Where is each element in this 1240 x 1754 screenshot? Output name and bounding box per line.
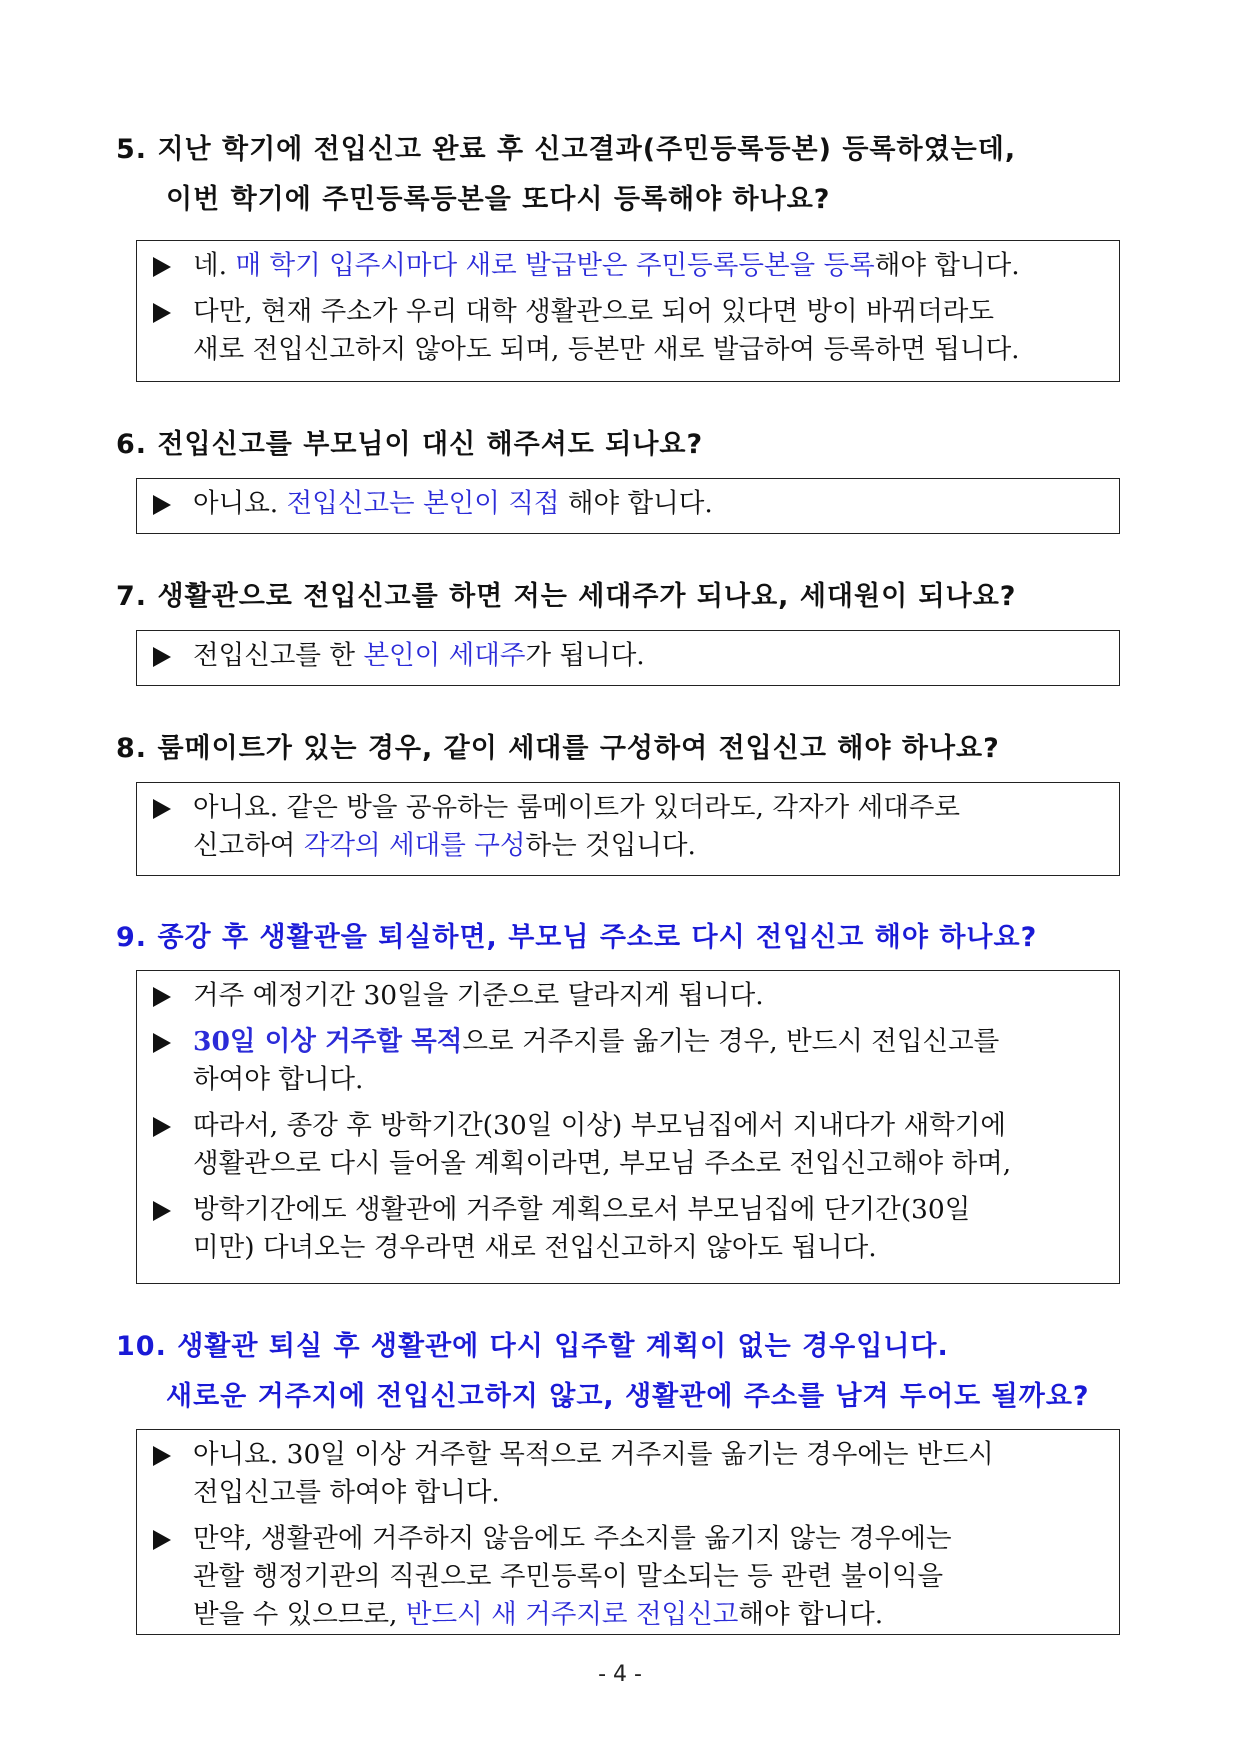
bullet-arrow-icon [153,1446,171,1466]
question-5 [116,125,1126,225]
page-number: - 4 - [598,1662,642,1687]
question-9-text: 9. 종강 후 생활관을 퇴실하면, 부모님 주소로 다시 전입신고 해야 하나요? [116,922,1038,953]
highlight-text: 본인이 세대주 [363,640,526,671]
question-8-text: 8. 룸메이트가 있는 경우, 같이 세대를 구성하여 전입신고 해야 하나요? [116,733,1000,764]
answer-7-item-1: 전입신고를 한 본인이 세대주가 됩니다. [151,637,1105,675]
question-10-line-2: 새로운 거주지에 전입신고하지 않고, 생활관에 주소를 남겨 두어도 될까요? [166,1381,1090,1412]
answer-box-8 [136,782,1120,876]
highlight-text: 매 학기 입주시마다 새로 발급받은 주민등록등본을 등록 [235,250,875,281]
bullet-arrow-icon [153,799,171,819]
answer-5-item-1: 네. 매 학기 입주시마다 새로 발급받은 주민등록등본을 등록해야 합니다. [151,247,1105,285]
answer-box-9 [136,970,1120,1284]
bullet-arrow-icon [153,1117,171,1137]
answer-box-5 [136,240,1120,382]
highlight-text: 전입신고는 본인이 직접 [286,488,560,519]
answer-8-item-1: 아니요. 같은 방을 공유하는 룸메이트가 있더라도, 각자가 세대주로 신고하여 각각의 세대를 구성하는 것입니다. [151,789,1105,865]
bullet-arrow-icon [153,1201,171,1221]
bullet-arrow-icon [153,1530,171,1550]
question-7-text: 7. 생활관으로 전입신고를 하면 저는 세대주가 되나요, 세대원이 되나요? [116,581,1017,612]
answer-9-item-4: 방학기간에도 생활관에 거주할 계획으로서 부모님집에 단기간(30일 미만) 다녀오는 경우라면 새로 전입신고하지 않아도 됩니다. [151,1191,1105,1267]
answer-10-item-2: 만약, 생활관에 거주하지 않음에도 주소지를 옮기지 않는 경우에는 관할 행정기관의 직권으로 주민등록이 말소되는 등 관련 불이익을 받을 수 있으므로, 반드시 새 거주지로 전입신고해야 합니다. [151,1520,1105,1634]
answer-box-6 [136,478,1120,534]
answer-6-item-1: 아니요. 전입신고는 본인이 직접 해야 합니다. [151,485,1105,523]
highlight-text: 반드시 새 거주지로 전입신고 [405,1599,739,1630]
bullet-arrow-icon [153,303,171,323]
highlight-text: 30일 이상 거주할 목적 [193,1026,463,1057]
answer-box-7 [136,630,1120,686]
question-5-line-2: 이번 학기에 주민등록등본을 또다시 등록해야 하나요? [166,184,831,215]
question-6 [116,420,1126,470]
question-8 [116,724,1126,774]
bullet-arrow-icon [153,495,171,515]
highlight-text: 각각의 세대를 구성 [303,830,526,861]
question-5-line-1: 5. 지난 학기에 전입신고 완료 후 신고결과(주민등록등본) 등록하였는데, [116,134,1017,165]
question-6-text: 6. 전입신고를 부모님이 대신 해주셔도 되나요? [116,429,704,460]
answer-9-item-1: 거주 예정기간 30일을 기준으로 달라지게 됩니다. [151,977,1105,1015]
answer-5-item-2: 다만, 현재 주소가 우리 대학 생활관으로 되어 있다면 방이 바뀌더라도 새로 전입신고하지 않아도 되며, 등본만 새로 발급하여 등록하면 됩니다. [151,293,1105,369]
answer-10-item-1: 아니요. 30일 이상 거주할 목적으로 거주지를 옮기는 경우에는 반드시 전입신고를 하여야 합니다. [151,1436,1105,1512]
bullet-arrow-icon [153,1033,171,1053]
bullet-arrow-icon [153,257,171,277]
question-10 [116,1322,1126,1422]
bullet-arrow-icon [153,987,171,1007]
question-9 [116,913,1126,963]
answer-9-item-3: 따라서, 종강 후 방학기간(30일 이상) 부모님집에서 지내다가 새학기에 생활관으로 다시 들어올 계획이라면, 부모님 주소로 전입신고해야 하며, [151,1107,1105,1183]
bullet-arrow-icon [153,647,171,667]
answer-box-10 [136,1429,1120,1635]
answer-9-item-2: 30일 이상 거주할 목적으로 거주지를 옮기는 경우, 반드시 전입신고를 하여야 합니다. [151,1023,1105,1099]
question-10-line-1: 10. 생활관 퇴실 후 생활관에 다시 입주할 계획이 없는 경우입니다. [116,1331,949,1362]
question-7 [116,572,1126,622]
